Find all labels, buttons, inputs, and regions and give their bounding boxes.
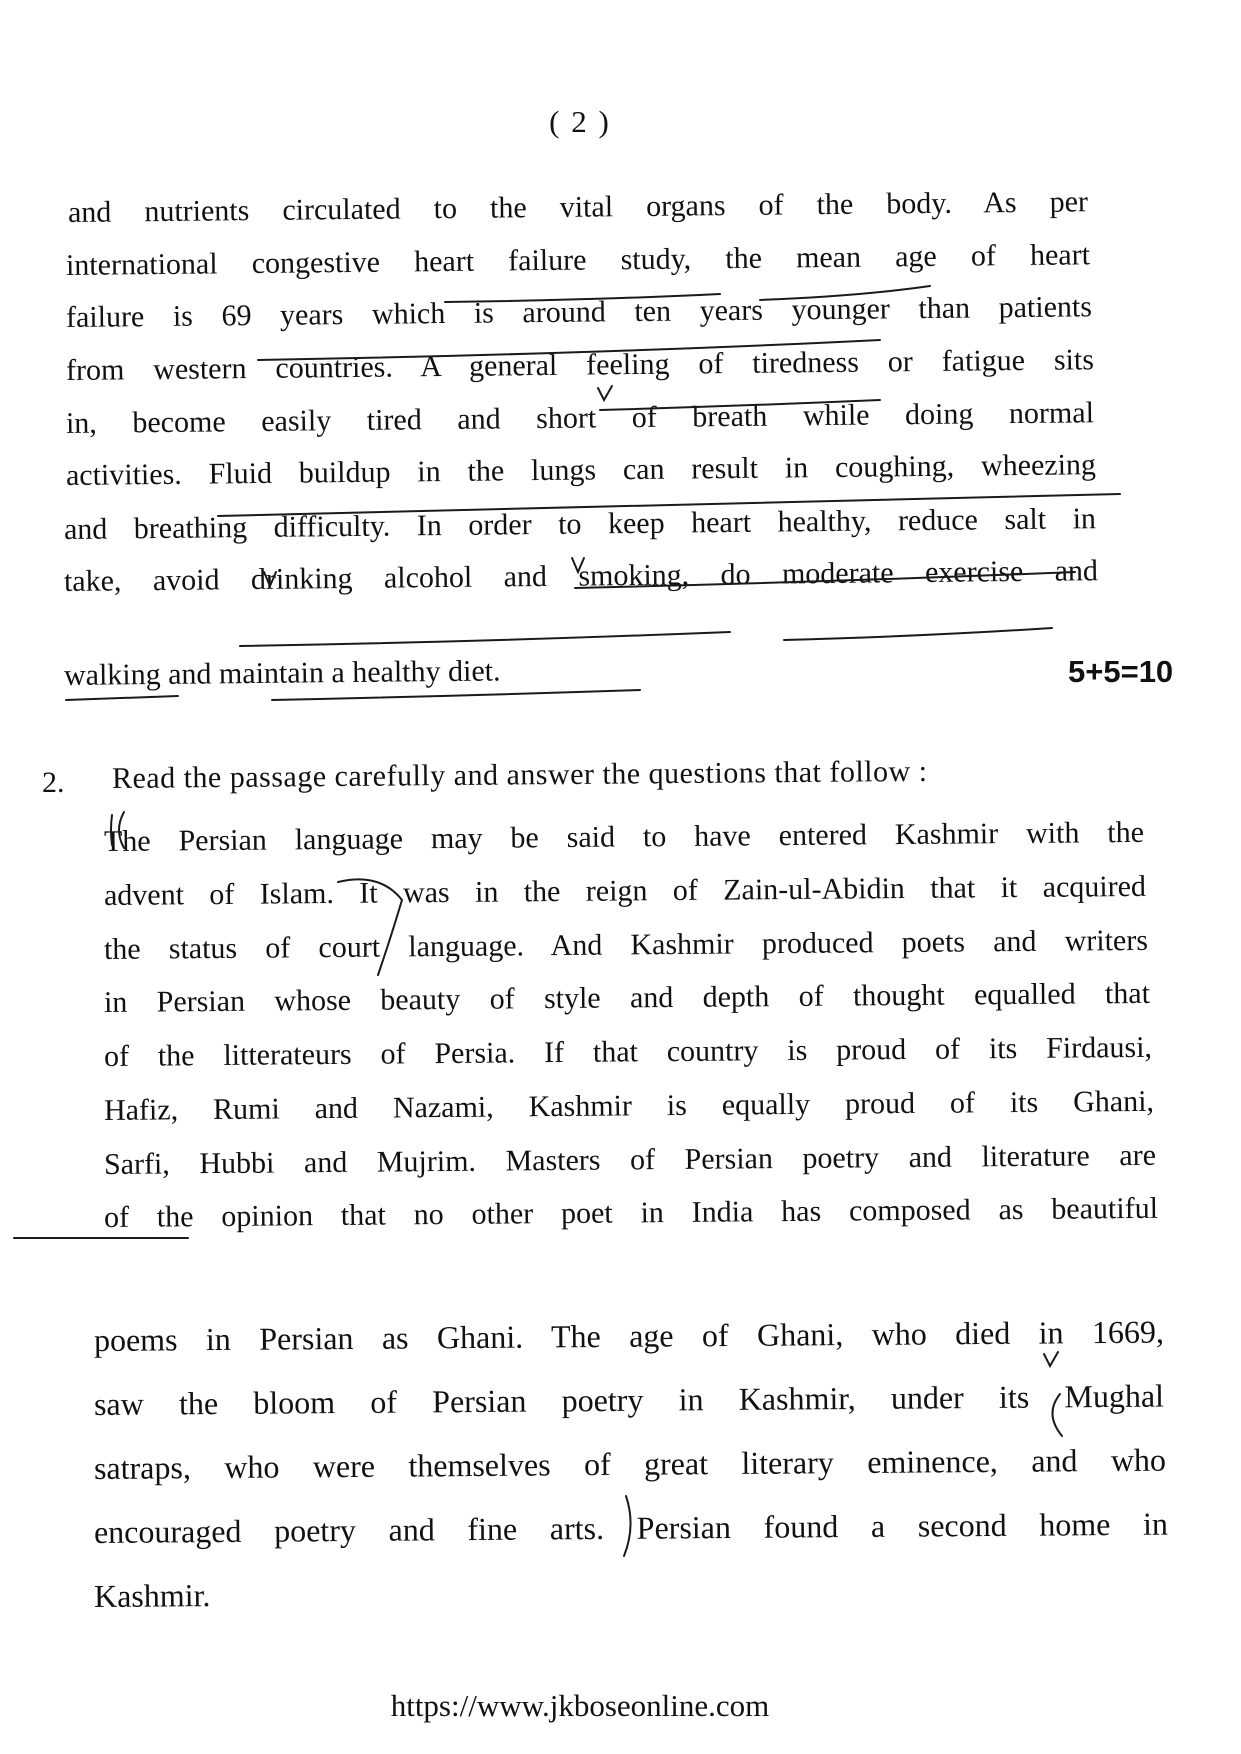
passage-1-line: and breathing difficulty. In order to keep heart healthy, reduce salt in (63, 502, 1097, 546)
passage-1-line: international congestive heart failure study, the mean age of heart (65, 238, 1091, 282)
passage-3-line: satraps, who were themselves of great literary eminence, and who (93, 1441, 1167, 1486)
passage-1-line: activities. Fluid buildup in the lungs can result in coughing, wheezing (65, 448, 1097, 492)
passage-1-line: from western countries. A general feeling of tiredness or fatigue sits (65, 343, 1095, 387)
passage-2-line: the status of court language. And Kashmir produced poets and writers (103, 923, 1149, 966)
passage-2-line: Hafiz, Rumi and Nazami, Kashmir is equally proud of its Ghani, (103, 1084, 1155, 1127)
passage-2-line: in Persian whose beauty of style and depth of thought equalled that (103, 976, 1151, 1019)
caret-mark (1044, 1352, 1058, 1366)
underline-mark (66, 696, 178, 700)
underline-mark (784, 628, 1052, 640)
passage-2-line: of the litterateurs of Persia. If that country is proud of its Firdausi, (103, 1030, 1153, 1073)
question-instruction: Read the passage carefully and answer the questions that follow : (111, 754, 928, 795)
passage-1-line: and nutrients circulated to the vital organs of the body. As per (67, 185, 1089, 229)
page-number: ( 2 ) (549, 104, 611, 139)
question-number: 2. (42, 766, 65, 799)
footer-url: https://www.jkboseonline.com (390, 1688, 770, 1723)
passage-3-line: saw the bloom of Persian poetry in Kashmir, under its Mughal (93, 1377, 1165, 1422)
passage-3-line: poems in Persian as Ghani. The age of Ghani, who died in 1669, (93, 1313, 1165, 1358)
passage-1-line: take, avoid drinking alcohol and smoking, do moderate exercise and (63, 554, 1099, 598)
passage-1-line: in, become easily tired and short of breath while doing normal (65, 396, 1095, 440)
passage-2-line: advent of Islam. It was in the reign of Zain-ul-Abidin that it acquired (103, 869, 1147, 912)
marks-label: 5+5=10 (1068, 654, 1174, 689)
underline-mark (240, 632, 730, 646)
passage-2-line: Sarfi, Hubbi and Mujrim. Masters of Persian poetry and literature are (103, 1138, 1157, 1181)
passage-3-line: Kashmir. (93, 1577, 211, 1614)
passage-3-line: encouraged poetry and fine arts. Persian found a second home in (93, 1505, 1169, 1550)
passage-1-line: failure is 69 years which is around ten years younger than patients (65, 290, 1093, 334)
passage-1-line: walking and maintain a healthy diet. (63, 654, 501, 692)
passage-2-line: of the opinion that no other poet in India has composed as beautiful (103, 1191, 1159, 1234)
passage-2-line: The Persian language may be said to have entered Kashmir with the (103, 815, 1145, 858)
